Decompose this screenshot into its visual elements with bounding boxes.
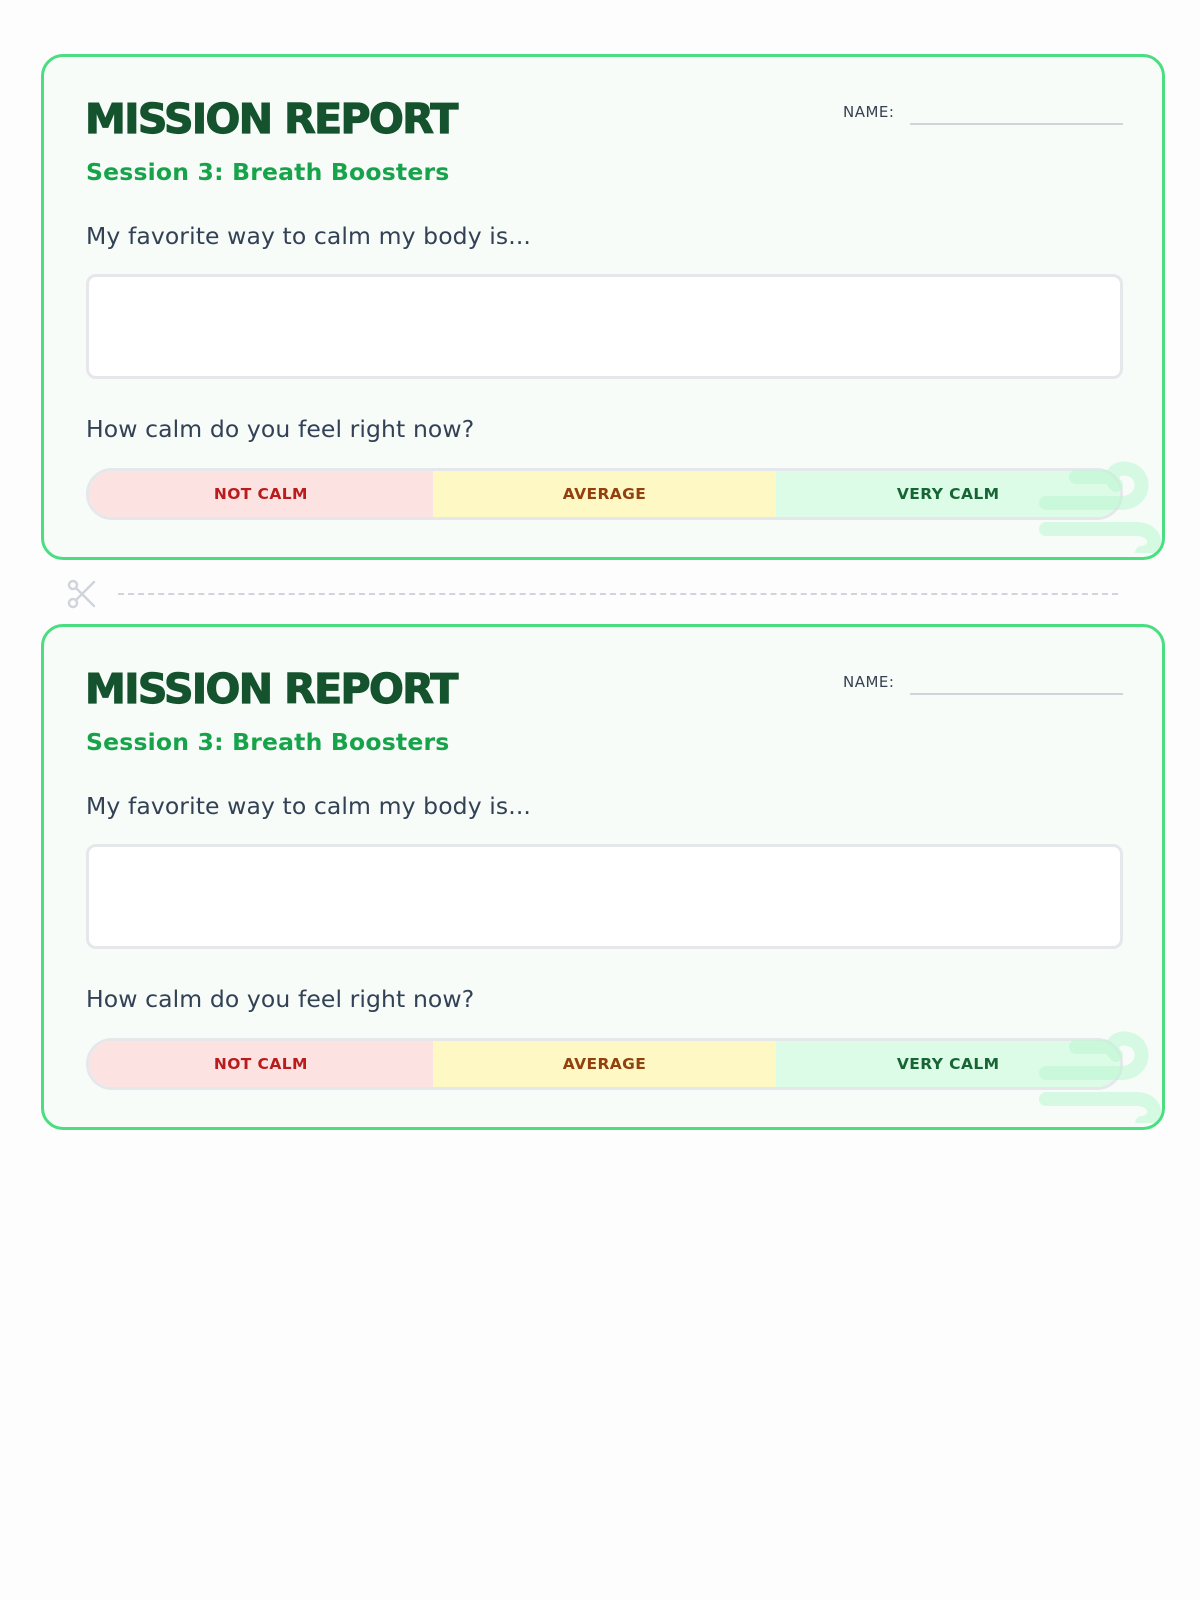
name-label: NAME: — [843, 673, 895, 691]
scale-option-not-calm[interactable]: NOT CALM — [89, 1041, 433, 1087]
mission-report-card — [41, 54, 1165, 560]
card-subtitle: Session 3: Breath Boosters — [86, 158, 450, 186]
calm-way-prompt: My favorite way to calm my body is... — [86, 792, 531, 820]
mission-report-card — [41, 624, 1165, 1130]
calm-level-question: How calm do you feel right now? — [86, 415, 475, 443]
dashed-divider — [118, 593, 1118, 595]
calm-way-answer-box[interactable] — [86, 844, 1123, 949]
name-label: NAME: — [843, 103, 895, 121]
card-subtitle: Session 3: Breath Boosters — [86, 728, 450, 756]
calm-way-prompt: My favorite way to calm my body is... — [86, 222, 531, 250]
scale-option-not-calm[interactable]: NOT CALM — [89, 471, 433, 517]
scissors-icon — [66, 578, 98, 610]
scale-option-very-calm[interactable]: VERY CALM — [776, 471, 1120, 517]
cut-line — [66, 578, 1126, 612]
wind-icon — [1036, 433, 1165, 553]
calm-scale — [86, 1038, 1123, 1090]
card-title: MISSION REPORT — [85, 665, 457, 713]
card-title: MISSION REPORT — [85, 95, 457, 143]
name-field[interactable] — [910, 693, 1123, 695]
scale-option-very-calm[interactable]: VERY CALM — [776, 1041, 1120, 1087]
scale-option-average[interactable]: AVERAGE — [433, 1041, 777, 1087]
name-field[interactable] — [910, 123, 1123, 125]
scale-option-average[interactable]: AVERAGE — [433, 471, 777, 517]
calm-scale — [86, 468, 1123, 520]
wind-icon — [1036, 1003, 1165, 1123]
calm-level-question: How calm do you feel right now? — [86, 985, 475, 1013]
calm-way-answer-box[interactable] — [86, 274, 1123, 379]
